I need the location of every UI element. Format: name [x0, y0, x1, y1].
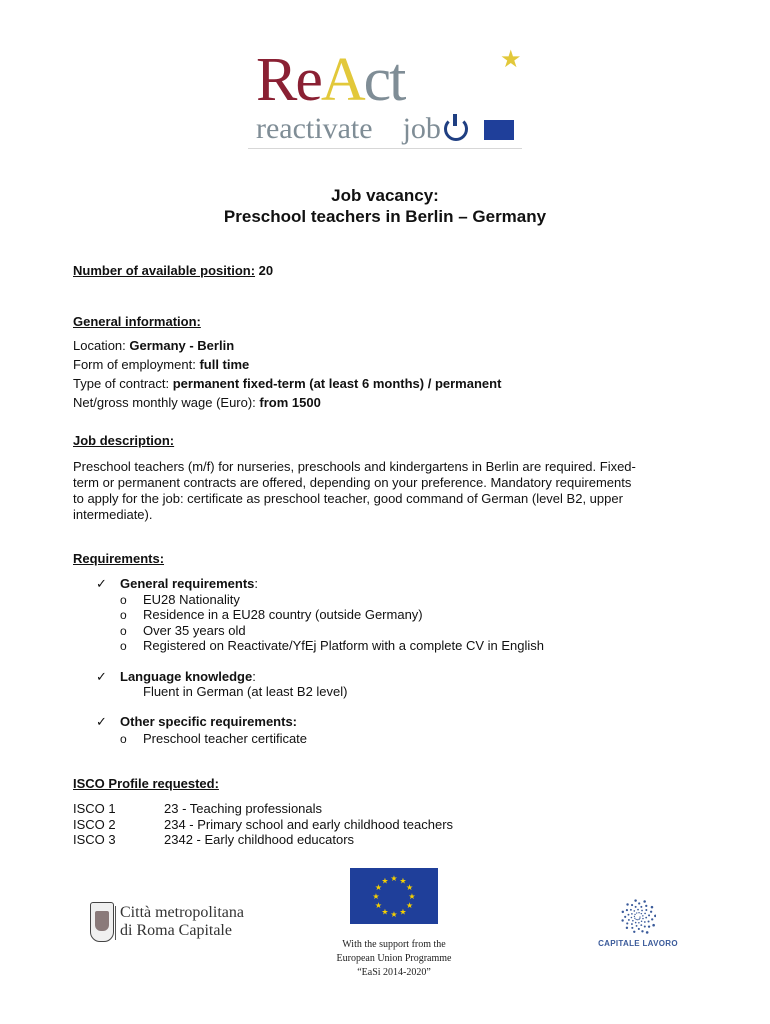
spiral-dot	[631, 917, 633, 919]
spiral-dot	[637, 909, 639, 911]
wage-line: Net/gross monthly wage (Euro): from 1500	[73, 395, 321, 410]
spiral-dot	[645, 905, 647, 907]
spiral-dot	[624, 916, 626, 918]
spiral-dot	[638, 928, 640, 930]
logo-wordmark: ReAct	[256, 46, 405, 114]
eu-flag-graphic	[350, 868, 438, 924]
spiral-dot	[641, 913, 642, 914]
spiral-dot	[641, 920, 643, 922]
isco-code: ISCO 1	[73, 801, 116, 816]
spiral-dot	[641, 930, 643, 932]
spiral-dot	[639, 919, 640, 920]
isco-desc: 234 - Primary school and early childhood teachers	[164, 817, 454, 832]
spiral-dot	[622, 911, 624, 913]
spiral-dot	[631, 927, 633, 929]
spiral-dot	[642, 918, 643, 919]
list-item: Residence in a EU28 country (outside Germany)	[143, 607, 423, 622]
eu-star-icon: ★	[372, 892, 380, 901]
list-item: EU28 Nationality	[143, 592, 240, 607]
other-requirements-label: Other specific requirements:	[120, 714, 297, 729]
spiral-dot	[621, 919, 623, 921]
spiral-dot	[637, 919, 638, 920]
eu-flag-icon	[350, 868, 438, 924]
spiral-dot	[652, 924, 655, 927]
eu-star-icon: ★	[406, 883, 414, 892]
crest-icon	[90, 902, 114, 942]
isco-code: ISCO 3	[73, 832, 116, 847]
spiral-dot	[631, 904, 633, 906]
location-line: Location: Germany - Berlin	[73, 338, 235, 353]
spiral-dot	[635, 906, 637, 908]
spiral-dot	[633, 931, 635, 933]
spiral-dot	[626, 903, 628, 905]
spiral-dot	[634, 914, 635, 915]
bullet-icon: o	[120, 593, 127, 607]
bullet-icon: o	[120, 732, 127, 746]
support-text: With the support from the European Union Programme “EaSi 2014-2020”	[336, 939, 452, 978]
spiral-dot	[638, 912, 639, 913]
eu-star-icon: ★	[381, 907, 389, 917]
spiral-dot	[651, 918, 653, 920]
eu-star-icon: ★	[390, 874, 398, 883]
capitale-lavoro-text: CAPITALE LAVORO	[598, 939, 678, 948]
eu-star-icon: ★	[374, 901, 382, 910]
eu-star-icon: ★	[399, 876, 407, 886]
title-line-2: Preschool teachers in Berlin – Germany	[223, 207, 547, 226]
spiral-dot	[648, 920, 650, 922]
spiral-dot	[650, 911, 652, 913]
isco-code: ISCO 2	[73, 817, 116, 832]
spiral-dot	[636, 912, 637, 913]
employment-line: Form of employment: full time	[73, 357, 250, 372]
spiral-dot	[630, 909, 632, 911]
spiral-dot	[626, 927, 628, 929]
job-description-line-4: intermediate).	[73, 507, 153, 522]
logo-subtitle: reactivate job	[256, 112, 441, 145]
spiral-dot	[633, 910, 635, 912]
star-icon: ★	[500, 46, 522, 73]
spiral-dot	[648, 914, 650, 916]
list-item: Preschool teacher certificate	[143, 731, 308, 746]
isco-desc: 23 - Teaching professionals	[164, 801, 323, 816]
spiral-dot	[654, 915, 656, 918]
spiral-dot	[632, 920, 634, 922]
isco-heading: ISCO Profile requested:	[73, 776, 219, 791]
job-description-line-2: term or permanent contracts are offered, depending on your preference. Mandatory requirements	[73, 475, 632, 490]
spiral-dot	[651, 906, 654, 909]
bullet-icon: o	[120, 624, 127, 638]
spiral-dot	[648, 925, 650, 927]
spiral-dot	[644, 913, 646, 915]
eu-star-icon: ★	[406, 901, 414, 910]
spiral-dot	[645, 917, 647, 919]
spiral-dot	[638, 922, 640, 924]
job-description-heading: Job description:	[73, 433, 175, 448]
check-icon: ✓	[96, 714, 107, 729]
spiral-dot	[635, 922, 637, 924]
eu-flag-small-icon	[484, 120, 514, 140]
general-requirements-label: General requirements:	[120, 576, 259, 591]
spiral-dot	[626, 922, 628, 924]
spiral-dot	[645, 909, 647, 911]
isco-desc: 2342 - Early childhood educators	[164, 832, 355, 847]
spiral-dot	[628, 919, 630, 921]
title-line-1: Job vacancy:	[331, 186, 439, 205]
eu-star-icon: ★	[390, 910, 398, 919]
list-item: Registered on Reactivate/YfEj Platform with a complete CV in English	[143, 638, 545, 653]
eu-star-icon: ★	[374, 883, 382, 892]
spiral-dot	[639, 918, 640, 919]
react-logo	[248, 44, 522, 152]
eu-star-icon: ★	[381, 876, 389, 886]
spiral-dot	[646, 931, 649, 934]
spiral-dot	[640, 924, 642, 926]
language-text: Fluent in German (at least B2 level)	[143, 684, 348, 699]
spiral-dot	[631, 913, 633, 915]
spiral-dot	[644, 921, 646, 923]
spiral-dot	[638, 902, 640, 904]
general-heading: General information:	[73, 314, 201, 329]
capitale-lavoro-logo	[596, 898, 680, 950]
eu-star-icon: ★	[399, 907, 407, 917]
list-item: Over 35 years old	[143, 623, 246, 638]
spiral-dot	[634, 918, 635, 919]
roma-capitale-logo	[90, 902, 244, 946]
spiral-dot	[641, 910, 643, 912]
eu-star-icon: ★	[408, 892, 416, 901]
spiral-dot	[626, 909, 628, 911]
spiral-dot	[643, 900, 646, 903]
logo-divider	[248, 148, 522, 149]
spiral-dot	[644, 926, 646, 928]
check-icon: ✓	[96, 576, 107, 591]
spiral-dot	[634, 899, 636, 901]
spiral-icon	[620, 898, 656, 936]
contract-line: Type of contract: permanent fixed-term (at least 6 months) / permanent	[73, 376, 502, 391]
spiral-dot	[628, 914, 630, 916]
job-description-line-3: to apply for the job: certificate as preschool teacher, good command of German (level B2, upper	[73, 491, 623, 506]
roma-capitale-text: Città metropolitana di Roma Capitale	[120, 904, 244, 939]
requirements-heading: Requirements:	[73, 551, 165, 566]
language-label: Language knowledge:	[120, 669, 256, 684]
spiral-dot	[631, 923, 633, 925]
spiral-dot	[642, 915, 643, 916]
spiral-dot	[640, 906, 642, 908]
check-icon: ✓	[96, 669, 107, 684]
power-icon	[444, 117, 468, 141]
bullet-icon: o	[120, 608, 127, 622]
positions-line: Number of available position: 20	[73, 263, 274, 278]
spiral-dot	[634, 916, 635, 917]
job-description-line-1: Preschool teachers (m/f) for nurseries, preschools and kindergartens in Berlin are required. Fixed-	[73, 459, 636, 474]
spiral-dot	[636, 925, 638, 927]
spiral-dot	[636, 919, 637, 920]
bullet-icon: o	[120, 639, 127, 653]
spiral-dot	[639, 916, 640, 917]
